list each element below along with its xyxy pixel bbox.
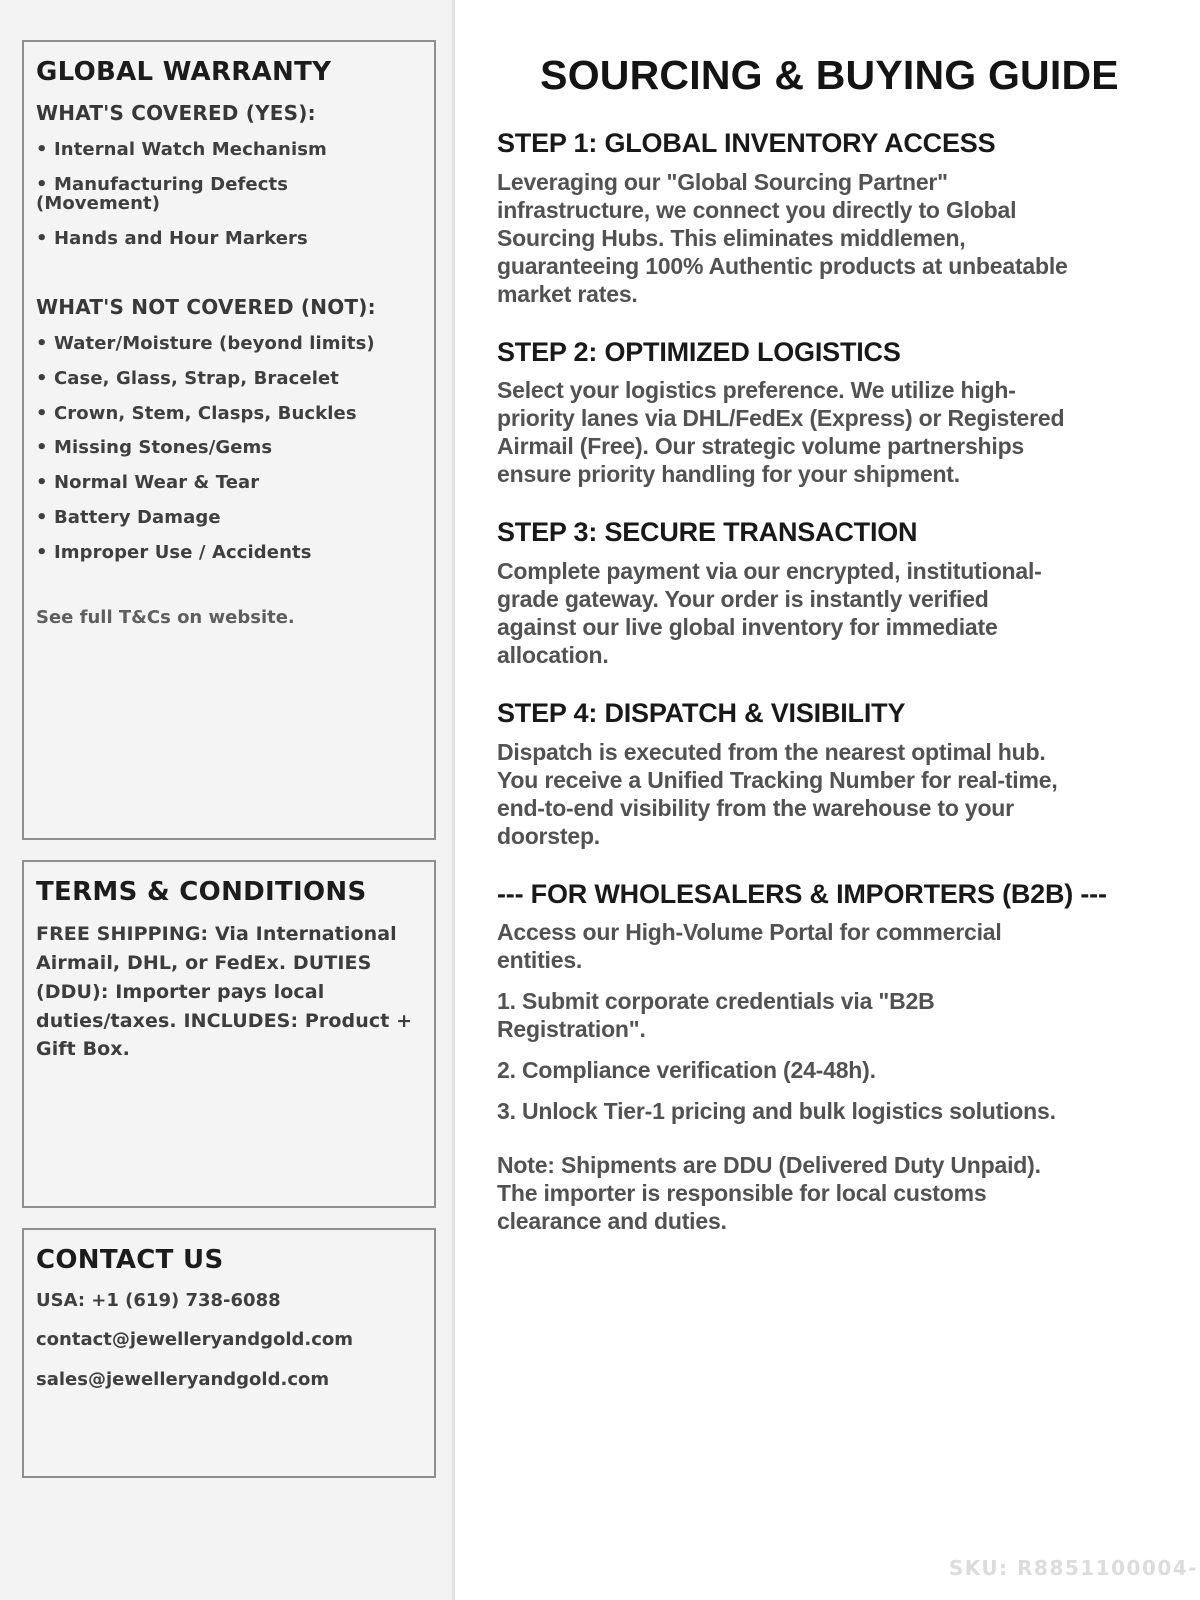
not-covered-heading: WHAT'S NOT COVERED (NOT): [36, 295, 376, 320]
sku-label: SKU: R8851100004- [948, 1556, 1198, 1580]
step-1-body: Leveraging our "Global Sourcing Partner" infrastructure, we connect you directly to Global Sourcing Hubs. This eliminates middlemen, guaranteeing 100% Authentic products at unbeatable market rates. [497, 168, 1068, 307]
sidebar [0, 0, 455, 1600]
contact-title: CONTACT US [36, 1245, 224, 1275]
step-2-heading: STEP 2: OPTIMIZED LOGISTICS [497, 336, 901, 367]
not-covered-item: • Missing Stones/Gems [36, 438, 414, 458]
contact-email: contact@jewelleryandgold.com [36, 1329, 354, 1351]
step-4-heading: STEP 4: DISPATCH & VISIBILITY [497, 698, 906, 729]
b2b-note: Note: Shipments are DDU (Delivered Duty Unpaid). The importer is responsible for local customs clearance and duties. [497, 1152, 1041, 1235]
step-1-heading: STEP 1: GLOBAL INVENTORY ACCESS [497, 128, 996, 158]
covered-item: • Internal Watch Mechanism [36, 140, 414, 160]
warranty-title: GLOBAL WARRANTY [36, 57, 332, 87]
covered-heading: WHAT'S COVERED (YES): [36, 100, 316, 125]
not-covered-item: • Crown, Stem, Clasps, Buckles [36, 404, 414, 424]
sourcing-guide-section [455, 0, 1200, 1600]
terms-title: TERMS & CONDITIONS [36, 877, 367, 907]
not-covered-item: • Battery Damage [36, 508, 414, 528]
global-warranty-card [22, 40, 436, 840]
contact-phone: USA: +1 (619) 738-6088 [36, 1289, 281, 1311]
contact-us-card [22, 1228, 436, 1478]
b2b-item: 3. Unlock Tier-1 pricing and bulk logistics solutions. [497, 1098, 1056, 1125]
sales-email: sales@jewelleryandgold.com [36, 1369, 330, 1391]
page-title: SOURCING & BUYING GUIDE [540, 52, 1119, 98]
not-covered-item: • Normal Wear & Tear [36, 473, 414, 493]
not-covered-item: • Improper Use / Accidents [36, 543, 414, 563]
terms-conditions-card [22, 860, 436, 1208]
terms-body: FREE SHIPPING: Via International Airmail, DHL, or FedEx. DUTIES (DDU): Importer pays local duties/taxes. INCLUDES: Product + Gift Box. [36, 922, 413, 1061]
step-2-body: Select your logistics preference. We utilize high-priority lanes via DHL/FedEx (Express) or Registered Airmail (Free). Our strategic volume partnerships ensure priority handling for your shipment. [497, 377, 1065, 488]
b2b-item: 1. Submit corporate credentials via "B2B Registration". [497, 988, 935, 1043]
warranty-footnote: See full T&Cs on website. [36, 606, 295, 628]
b2b-intro: Access our High-Volume Portal for commercial entities. [497, 919, 1002, 974]
step-3-body: Complete payment via our encrypted, institutional-grade gateway. Your order is instantly verified against our live global inventory for immediate allocation. [497, 558, 1042, 669]
b2b-heading: --- FOR WHOLESALERS & IMPORTERS (B2B) --- [497, 878, 1107, 909]
step-3-heading: STEP 3: SECURE TRANSACTION [497, 517, 918, 548]
not-covered-item: • Water/Moisture (beyond limits) [36, 334, 414, 354]
b2b-item: 2. Compliance verification (24-48h). [497, 1057, 876, 1084]
not-covered-item: • Case, Glass, Strap, Bracelet [36, 369, 414, 389]
step-4-body: Dispatch is executed from the nearest optimal hub. You receive a Unified Tracking Number for real-time, end-to-end visibility from the warehouse to your doorstep. [497, 738, 1058, 849]
covered-item: • Hands and Hour Markers [36, 229, 414, 249]
covered-item: • Manufacturing Defects (Movement) [36, 175, 414, 215]
